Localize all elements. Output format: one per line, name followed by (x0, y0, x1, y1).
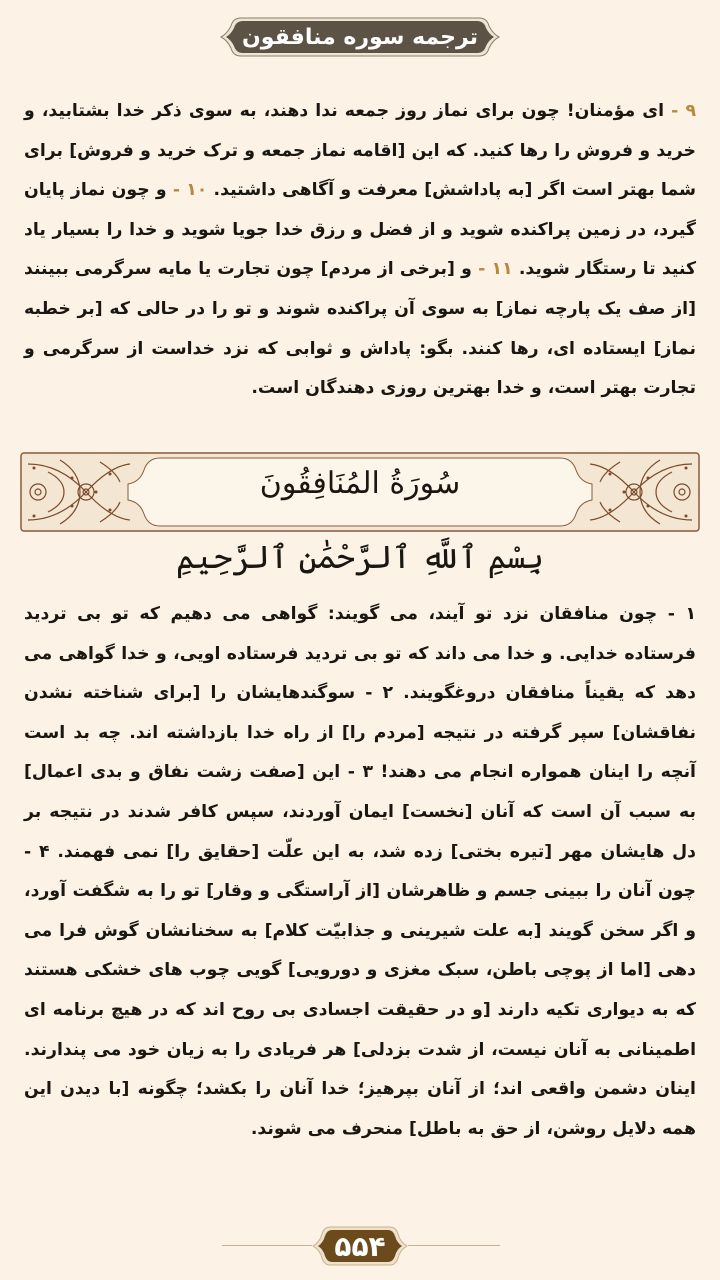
divider-line-left (222, 1245, 312, 1246)
verse-number: ۱۱ - (471, 259, 513, 280)
verse-text: و [برخی از مردم] چون تجارت یا مایه سرگرمی ببینند [از صف یک پارچه نماز] به سوی آن پراکنده شوند و تو را در حالی که [بر خطبه نماز] ایستاده ای، رها کنند. بگو: پاداش و ثوابی که نزد خداست از سرگرمی و تجارت بهتر است، و خدا بهترین روزی دهندگان است. (24, 259, 696, 399)
surah-name: سُورَةُ المُنَافِقُونَ (259, 466, 461, 501)
surah-banner (20, 452, 700, 532)
previous-surah-verses (24, 92, 696, 409)
divider-line-right (408, 1245, 500, 1246)
title-badge (219, 14, 501, 60)
basmala: بِسْمِ ٱللَّهِ ٱلرَّحْمَٰنِ ٱلرَّحِيمِ (175, 538, 544, 576)
translation-text: ۱ - چون منافقان نزد تو آیند، می گویند: گواهی می دهیم که تو بی تردید فرستاده خدایی. و خدا می داند که تو بی تردید فرستاده اویی، و خدا گواهی می دهد که یقیناً منافقان دروغگویند. ۲ - سوگندهایشان را [برای شناخته نشدن نفاقشان] سپر گرفته در نتیجه [مردم را] از راه خدا بازداشته اند. چه بد است آنچه را اینان همواره انجام می دهند! ۳ - این [صفت زشت نفاق و بدی اعمال] به سبب آن است که آنان [نخست] ایمان آوردند، سپس کافر شدند در نتیجه بر دل هایشان مهر [تیره بختی] زده شد، به این علّت [حقایق را] نمی فهمند. ۴ - چون آنان را ببینی جسم و ظاهرشان [از آراستگی و وقار] تو را به شگفت آورد، و اگر سخن گویند [به علت شیرینی و جذابیّت کلام] به سخنانشان گوش فرا می دهی [اما از پوچی باطن، سبک مغزی و دورویی] گویی چوب های خشکی هستند که به دیواری تکیه دارند [و در حقیقت اجسادی بی روح اند که در هیچ برنامه ای اطمینانی به آنان نیست، از شدت بزدلی] هر فریادی را به زیان خود می پندارند. اینان دشمن واقعی اند؛ از آنان بپرهیز؛ خدا آنان را بکشد؛ چگونه [با دیدن این همه دلایل روشن، از حق به باطل] منحرف می شوند. (24, 604, 697, 1139)
verse-text: ای مؤمنان! چون برای نماز روز جمعه ندا دهند، به سوی ذکر خدا بشتابید، و خرید و فروش را رها کنید. که این [اقامه نماز جمعه و ترک خرید و فروش] برای شما بهتر است اگر [به پاداشش] معرفت و آگاهی داشتید. (24, 101, 696, 201)
header (0, 14, 720, 60)
verse-text: و چون نماز پایان گیرد، در زمین پراکنده شوید و از فضل و رزق خدا جویا شوید و خدا را بسیار یاد کنید تا رستگار شوید. (24, 180, 696, 280)
page-number: ۵۵۴ (334, 1229, 386, 1263)
verse-number: ۱۰ - (166, 180, 208, 201)
page-title: ترجمه سوره منافقون (242, 24, 478, 50)
page-number-badge (312, 1224, 408, 1268)
verse-number: ۹ - (664, 101, 696, 121)
footer (0, 1222, 720, 1270)
